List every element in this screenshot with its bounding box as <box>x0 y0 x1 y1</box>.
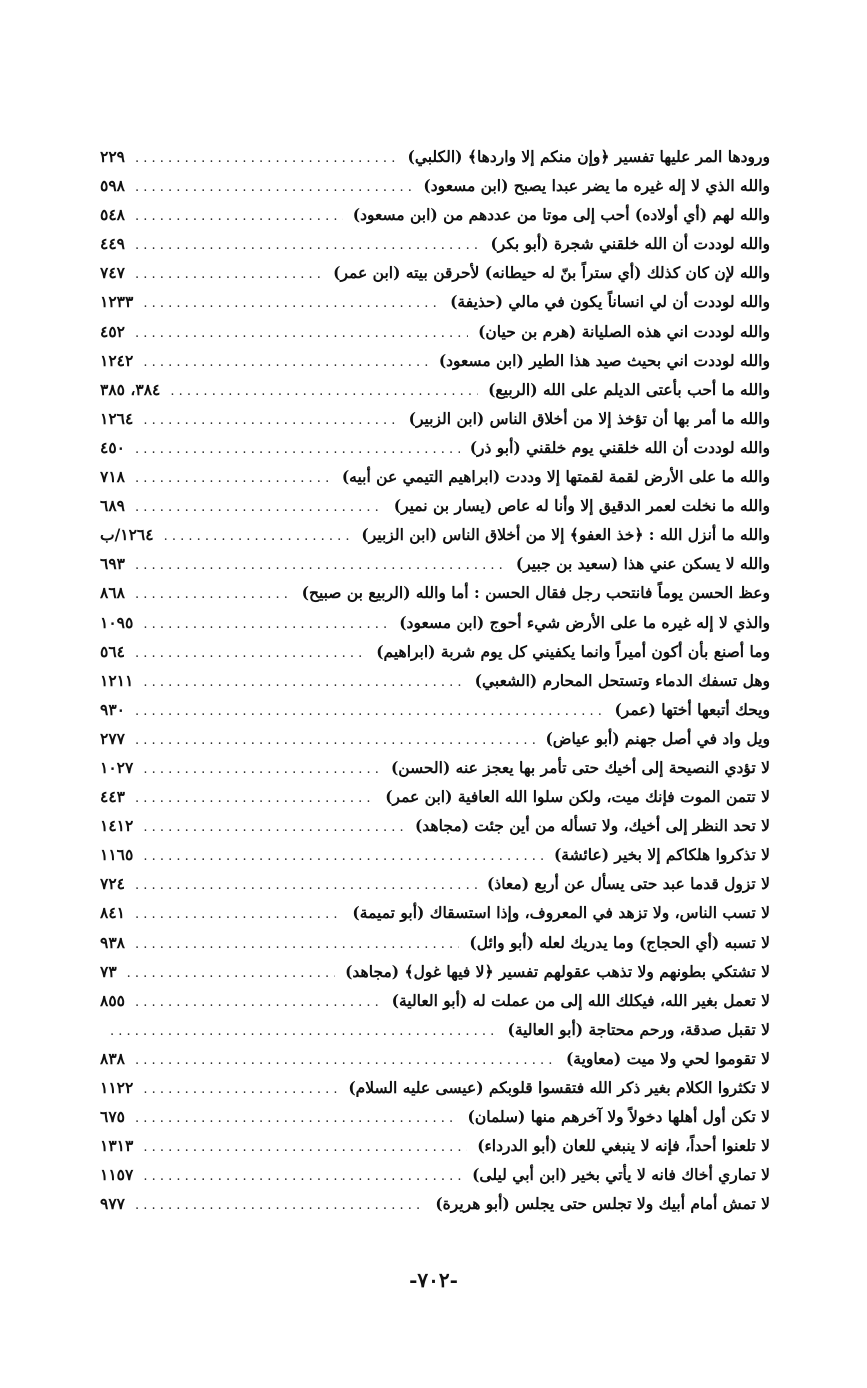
entry-page-reference: ٨٦٨ <box>100 578 131 607</box>
entry-text: وما أصنع بأن أكون أميراً وانما يكفيني كل يوم شربة (ابراهيم) <box>370 637 770 666</box>
entry-text: ورودها المر عليها تفسير ﴿وإن منكم إلا واردها﴾ (الكلبي) <box>401 142 770 171</box>
entry-text: وعظ الحسن يوماً فانتحب رجل فقال الحسن : أما والله (الربيع بن صبيح) <box>296 578 770 607</box>
entry-page-reference: ٨٣٨ <box>100 1044 131 1073</box>
index-entry <box>100 869 770 898</box>
index-entry <box>100 578 770 607</box>
dot-leader <box>143 610 389 637</box>
dot-leader <box>135 173 413 200</box>
entry-page-reference: ١٢٤٢ <box>100 346 139 375</box>
dot-leader <box>143 289 440 316</box>
entry-page-reference: ١٢٦٤ <box>100 404 139 433</box>
entry-text: والله لهم (أي أولاده) أحب إلى موتا من عددهم من (ابن مسعود) <box>347 200 770 229</box>
entry-page-reference: ١٠٢٧ <box>100 753 139 782</box>
entry-text: ويحك أتبعها أختها (عمر) <box>608 695 770 724</box>
entry-text: والله لوددت أن الله خلقني شجرة (أبو بكر) <box>484 229 770 258</box>
dot-leader <box>143 406 398 433</box>
entry-text: والله ما نخلت لعمر الدقيق إلا وأنا له عاص (يسار بن نمير) <box>388 491 770 520</box>
entry-page-reference: ٧٤٧ <box>100 258 131 287</box>
dot-leader <box>135 930 459 957</box>
index-entry <box>100 258 770 287</box>
index-entry <box>100 782 770 811</box>
index-entry <box>100 1131 770 1160</box>
entry-page-reference: ١٢٣٣ <box>100 287 139 316</box>
dot-leader <box>170 377 478 404</box>
dot-leader <box>135 260 323 287</box>
entry-text: لا تسب الناس، ولا تزهد في المعروف، وإذا استسقاك (أبو تميمة) <box>346 898 770 927</box>
page-number: -٧٠٢- <box>409 1268 458 1292</box>
index-entry <box>100 637 770 666</box>
index-entry <box>100 171 770 200</box>
entry-page-reference: ١٢٦٤/ب <box>100 520 160 549</box>
index-entry <box>100 404 770 433</box>
dot-leader <box>135 784 375 811</box>
index-entry <box>100 462 770 491</box>
index-entry <box>100 229 770 258</box>
index-entry <box>100 317 770 346</box>
dot-leader <box>135 900 342 927</box>
entry-page-reference: ١٤١٢ <box>100 811 139 840</box>
dot-leader <box>143 842 544 869</box>
entry-page-reference: ٧٢٤ <box>100 869 131 898</box>
index-entry <box>100 346 770 375</box>
entry-text: لا تشتكي بطونهم ولا تذهب عقولهم تفسير ﴿لا فيها غول﴾ (مجاهد) <box>339 957 770 986</box>
entry-page-reference: ٤٤٣ <box>100 782 131 811</box>
dot-leader <box>135 871 477 898</box>
entry-page-reference: ١٠٩٥ <box>100 608 139 637</box>
entry-page-reference: ٦٧٥ <box>100 1102 131 1131</box>
entry-text: لا تكثروا الكلام بغير ذكر الله فتقسوا قلوبكم (عيسى عليه السلام) <box>342 1073 770 1102</box>
entry-page-reference: ٥٩٨ <box>100 171 131 200</box>
index-entry <box>100 666 770 695</box>
index-entry <box>100 1015 770 1044</box>
entry-text: لا تحد النظر إلى أخيك، ولا تسأله من أين جئت (مجاهد) <box>409 811 770 840</box>
dot-leader <box>135 1191 425 1218</box>
dot-leader <box>143 1162 462 1189</box>
dot-leader <box>135 493 384 520</box>
entry-page-reference: ٦٩٣ <box>100 549 131 578</box>
dot-leader <box>127 959 335 986</box>
dot-leader <box>135 319 468 346</box>
entry-text: والله لوددت أن لي انساناً يكون في مالي (حذيفة) <box>444 287 770 316</box>
dot-leader <box>135 697 604 724</box>
entry-text: لا تلعنوا أحداً، فإنه لا ينبغي للعان (أبو الدرداء) <box>471 1131 770 1160</box>
dot-leader <box>135 435 460 462</box>
entry-text: والله لوددت أن الله خلقني يوم خلقني (أبو ذر) <box>464 433 770 462</box>
entry-page-reference: ٧١٨ <box>100 462 131 491</box>
index-entry <box>100 1102 770 1131</box>
index-entry <box>100 840 770 869</box>
entry-text: لا تمش أمام أبيك ولا تجلس حتى يجلس (أبو هريرة) <box>429 1189 770 1218</box>
dot-leader <box>135 231 480 258</box>
entry-page-reference: ٥٤٨ <box>100 200 131 229</box>
index-entry <box>100 549 770 578</box>
dot-leader <box>143 348 429 375</box>
index-entry <box>100 957 770 986</box>
index-entry <box>100 200 770 229</box>
dot-leader <box>135 551 506 578</box>
entry-text: لا تزول قدما عبد حتى يسأل عن أربع (معاذ) <box>481 869 770 898</box>
dot-leader <box>164 522 352 549</box>
dot-leader <box>143 755 381 782</box>
dot-leader <box>143 1075 338 1102</box>
dot-leader <box>135 1104 458 1131</box>
entry-page-reference: ٨٥٥ <box>100 986 131 1015</box>
entry-page-reference: ١٢١١ <box>100 666 139 695</box>
dot-leader <box>135 988 382 1015</box>
entry-text: لا تعمل بغير الله، فيكلك الله إلى من عملت له (أبو العالية) <box>386 986 770 1015</box>
index-entry <box>100 898 770 927</box>
dot-leader <box>143 668 464 695</box>
index-entry <box>100 724 770 753</box>
entry-page-reference: ٤٥٢ <box>100 317 131 346</box>
index-entry <box>100 491 770 520</box>
index-entry <box>100 375 770 404</box>
index-entry <box>100 1044 770 1073</box>
entry-page-reference: ٥٦٤ <box>100 637 131 666</box>
index-list <box>100 142 770 1218</box>
index-entry <box>100 287 770 316</box>
entry-page-reference: ٤٥٠ <box>100 433 131 462</box>
index-entry <box>100 142 770 171</box>
dot-leader <box>143 813 405 840</box>
entry-page-reference: ٢٧٧ <box>100 724 131 753</box>
entry-page-reference: ٤٤٩ <box>100 229 131 258</box>
entry-text: والله ما على الأرض لقمة لقمتها إلا وددت (ابراهيم التيمي عن أبيه) <box>336 462 770 491</box>
entry-page-reference: ١١٦٥ <box>100 840 139 869</box>
entry-page-reference: ١٣١٣ <box>100 1131 139 1160</box>
entry-text: لا تؤدي النصيحة إلى أخيك حتى تأمر بها يعجز عنه (الحسن) <box>385 753 770 782</box>
entry-text: لا تكن أول أهلها دخولاً ولا آخرهم منها (سلمان) <box>462 1102 771 1131</box>
entry-text: والله لوددت اني بحيث صيد هذا الطير (ابن مسعود) <box>433 346 770 375</box>
dot-leader <box>110 1017 497 1044</box>
index-entry <box>100 520 770 549</box>
entry-page-reference: ٩٣٨ <box>100 928 131 957</box>
entry-page-reference: ٨٤١ <box>100 898 131 927</box>
dot-leader <box>135 464 332 491</box>
entry-text: والله ما أحب بأعتى الديلم على الله (الربيع) <box>482 375 770 404</box>
index-entry <box>100 753 770 782</box>
entry-text: لا تقبل صدقة، ورحم محتاجة (أبو العالية) <box>501 1015 770 1044</box>
dot-leader <box>135 639 366 666</box>
entry-text: والله لإن كان كذلك (أي ستراً بنّ له حيطانه) لأحرقن بيته (ابن عمر) <box>327 258 770 287</box>
entry-text: والله ما أمر بها أن تؤخذ إلا من أخلاق الناس (ابن الزبير) <box>403 404 770 433</box>
index-entry <box>100 986 770 1015</box>
entry-text: والله لا يسكن عني هذا (سعيد بن جبير) <box>510 549 770 578</box>
entry-text: والله ما أنزل الله : ﴿خذ العفو﴾ إلا من أخلاق الناس (ابن الزبير) <box>355 520 770 549</box>
index-entry <box>100 928 770 957</box>
entry-text: وهل تسفك الدماء وتستحل المحارم (الشعبي) <box>469 666 770 695</box>
dot-leader <box>135 202 343 229</box>
entry-page-reference: ٦٨٩ <box>100 491 131 520</box>
dot-leader <box>135 580 292 607</box>
index-entry <box>100 811 770 840</box>
entry-page-reference: ١١٢٢ <box>100 1073 139 1102</box>
entry-page-reference: ٩٣٠ <box>100 695 131 724</box>
entry-text: والذي لا إله غيره ما على الأرض شيء أحوج (ابن مسعود) <box>393 608 770 637</box>
dot-leader <box>135 144 398 171</box>
entry-text: لا تتمن الموت فإنك ميت، ولكن سلوا الله العافية (ابن عمر) <box>379 782 770 811</box>
dot-leader <box>135 1046 556 1073</box>
entry-text: والله الذي لا إله غيره ما يضر عبدا يصبح (ابن مسعود) <box>417 171 770 200</box>
entry-text: لا تماري أخاك فانه لا يأتي بخير (ابن أبي ليلى) <box>466 1160 770 1189</box>
entry-page-reference: ١١٥٧ <box>100 1160 139 1189</box>
dot-leader <box>143 1133 467 1160</box>
entry-text: لا تذكروا هلكاكم إلا بخير (عائشة) <box>548 840 770 869</box>
entry-text: ويل واد في أصل جهنم (أبو عياض) <box>539 724 770 753</box>
entry-text: لا تقوموا لحي ولا ميت (معاوية) <box>560 1044 770 1073</box>
entry-text: لا تسبه (أي الحجاج) وما يدريك لعله (أبو وائل) <box>463 928 770 957</box>
entry-page-reference: ٢٢٩ <box>100 142 131 171</box>
dot-leader <box>135 726 535 753</box>
index-entry <box>100 433 770 462</box>
index-entry <box>100 1160 770 1189</box>
entry-page-reference: ٣٨٤، ٣٨٥ <box>100 375 166 404</box>
index-entry <box>100 1189 770 1218</box>
index-entry <box>100 695 770 724</box>
index-entry <box>100 1073 770 1102</box>
entry-text: والله لوددت اني هذه الصليانة (هرم بن حيان) <box>472 317 770 346</box>
entry-page-reference: ٧٣ <box>100 957 123 986</box>
entry-page-reference: ٩٧٧ <box>100 1189 131 1218</box>
index-entry <box>100 608 770 637</box>
